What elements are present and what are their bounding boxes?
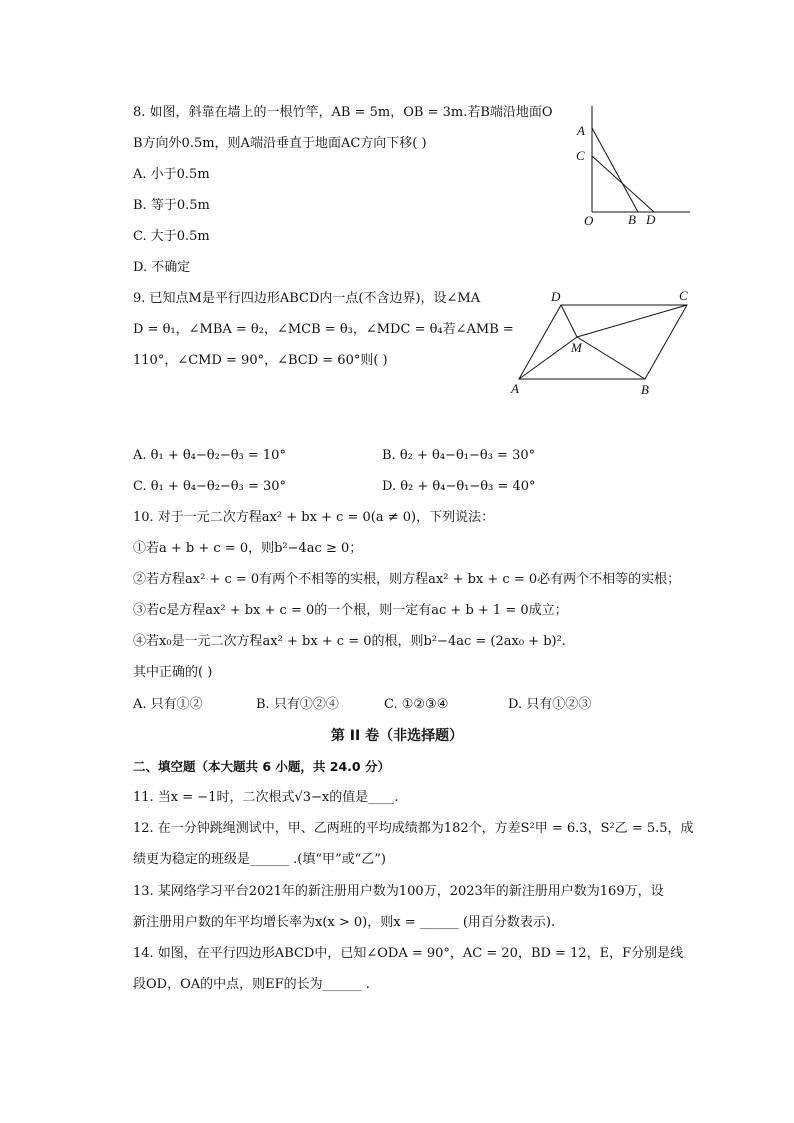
section2-title: 二、填空题（本大题共 6 小题，共 24.0 分）: [133, 759, 390, 774]
q10-statement-3: ③若c是方程ax² + bx + c = 0的一个根，则一定有ac + b + 1 = 0成立；: [133, 603, 568, 618]
q9-option-d: D. θ₂ + θ₄−θ₁−θ₃ = 40°: [382, 479, 536, 494]
q8-option-d: D. 不确定: [133, 260, 191, 275]
q10-option-a: A. 只有①②: [133, 697, 203, 712]
label-b: B: [641, 382, 649, 397]
segment-mc: [577, 305, 687, 337]
q9-option-a: A. θ₁ + θ₄−θ₂−θ₃ = 10°: [133, 448, 286, 463]
q11: 11. 当x = −1时，二次根式√3−x的值是____.: [133, 790, 399, 805]
label-a: A: [577, 123, 585, 138]
label-a: A: [511, 381, 519, 396]
label-c: C: [679, 288, 688, 303]
q10-statement-2: ②若方程ax² + c = 0有两个不相等的实根，则方程ax² + bx + c = 0必有两个不相等的实根；: [133, 572, 681, 587]
q14-line1: 14. 如图，在平行四边形ABCD中，已知∠ODA = 90°，AC = 20，BD = 12，E，F分别是线: [133, 946, 684, 961]
label-b: B: [628, 212, 636, 227]
parallelogram-abcd: [519, 305, 687, 379]
q10-statement-1: ①若a + b + c = 0，则b²−4ac ≥ 0；: [133, 541, 363, 556]
q9-line2: D = θ₁，∠MBA = θ₂，∠MCB = θ₃，∠MDC = θ₄若∠AMB =: [133, 322, 514, 337]
q13-line1: 13. 某网络学习平台2021年的新注册用户数为100万，2023年的新注册用户数为169万，设: [133, 884, 664, 899]
q10-option-d: D. 只有①②③: [508, 697, 592, 712]
label-c: C: [576, 148, 585, 163]
q9-line1: 9. 已知点M是平行四边形ABCD内一点(不含边界)，设∠MA: [133, 291, 481, 306]
q9-line3: 110°，∠CMD = 90°，∠BCD = 60°则( ): [133, 353, 388, 368]
q9-option-b: B. θ₂ + θ₄−θ₁−θ₃ = 30°: [382, 448, 536, 463]
q13-line2: 新注册用户数的年平均增长率为x(x > 0)，则x = ______ (用百分数表示).: [133, 915, 556, 930]
pole-ab: [592, 128, 638, 212]
q12-line1: 12. 在一分钟跳绳测试中，甲、乙两班的平均成绩都为182个，方差S²甲 = 6.3，S²乙 = 5.5，成: [133, 821, 694, 836]
pole-cd: [592, 156, 654, 212]
q9-figure: [505, 285, 705, 400]
q8-option-a: A. 小于0.5m: [133, 167, 210, 182]
q9-option-c: C. θ₁ + θ₄−θ₂−θ₃ = 30°: [133, 479, 287, 494]
part2-title: 第 II 卷（非选择题）: [330, 728, 464, 744]
label-m: M: [571, 340, 582, 355]
q14-line2: 段OD，OA的中点，则EF的长为______ .: [133, 977, 370, 992]
q10-stem: 10. 对于一元二次方程ax² + bx + c = 0(a ≠ 0)，下列说法：: [133, 510, 495, 525]
segment-md: [561, 305, 577, 337]
segment-mb: [577, 337, 645, 379]
q8-line2: B方向外0.5m，则A端沿垂直于地面AC方向下移( ): [133, 136, 427, 151]
q10-statement-4: ④若x₀是一元二次方程ax² + bx + c = 0的根，则b²−4ac = (2ax₀ + b)².: [133, 634, 566, 649]
label-o: O: [584, 213, 594, 228]
q8-option-b: B. 等于0.5m: [133, 198, 210, 213]
q12-line2: 绩更为稳定的班级是______ .(填“甲”或“乙”): [133, 852, 386, 867]
q10-option-c: C. ①②③④: [384, 697, 449, 712]
segment-ma: [519, 337, 577, 379]
q8-figure: [570, 100, 700, 230]
q10-option-b: B. 只有①②④: [256, 697, 339, 712]
label-d: D: [646, 212, 656, 227]
q8-line1: 8. 如图，斜靠在墙上的一根竹竿，AB = 5m，OB = 3m.若B端沿地面O: [133, 105, 553, 120]
label-d: D: [551, 289, 561, 304]
q10-question: 其中正确的( ): [133, 665, 213, 680]
q8-option-c: C. 大于0.5m: [133, 229, 210, 244]
